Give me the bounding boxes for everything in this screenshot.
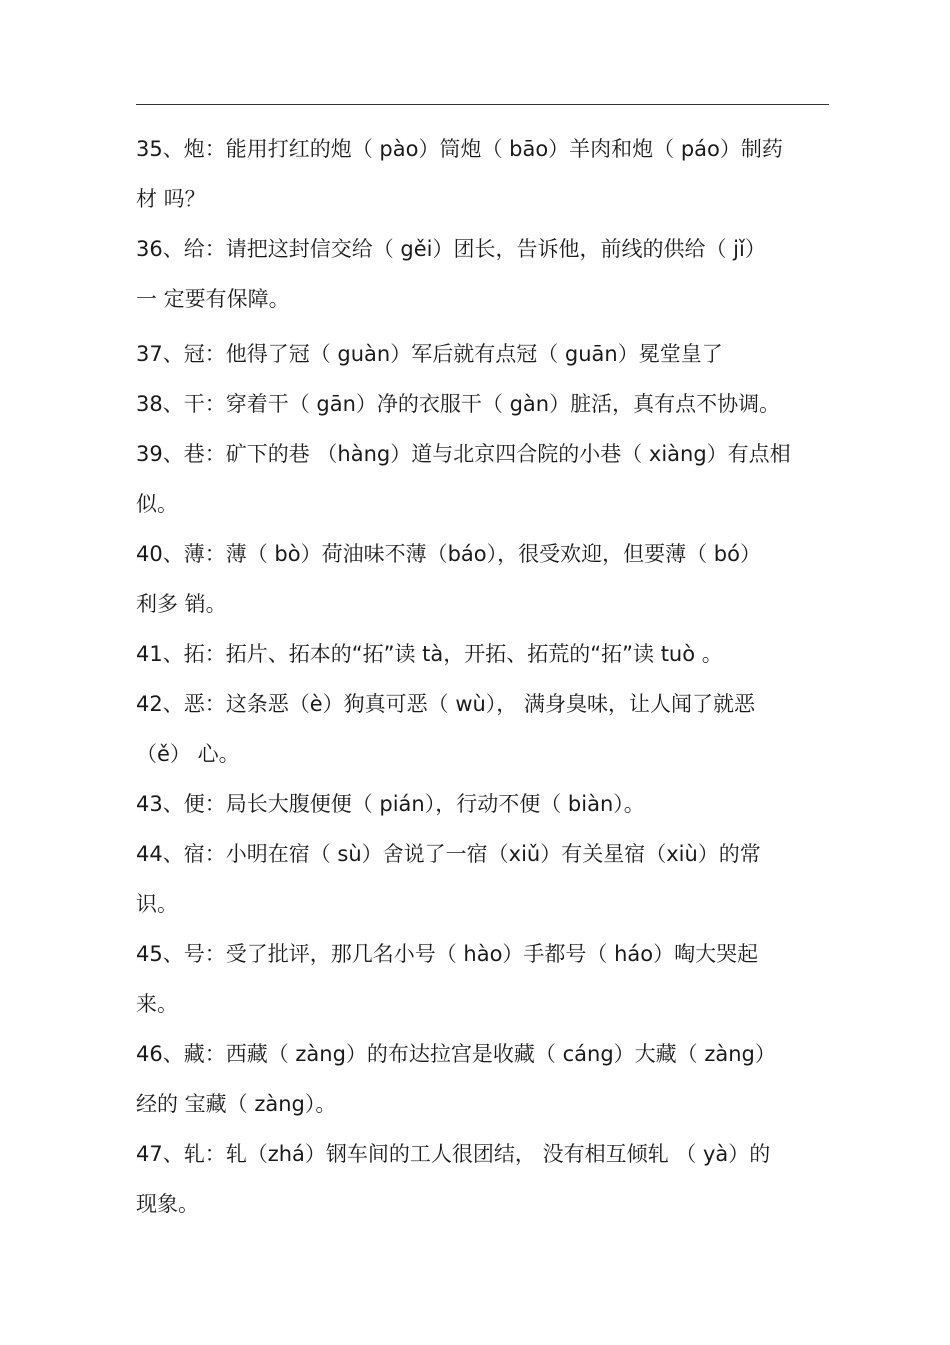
- text-line: 现象。: [136, 1192, 199, 1216]
- text-line: 经的 宝藏（ zàng）。: [136, 1092, 337, 1116]
- text-line: 利多 销。: [136, 592, 227, 616]
- text-line: 44、宿：小明在宿（ sù）舍说了一宿（xiǔ）有关星宿（xiù）的常: [136, 842, 761, 866]
- text-line: 45、号：受了批评，那几名小号（ hào）手都号（ háo）啕大哭起: [136, 942, 759, 966]
- text-line: 35、炮：能用打红的炮（ pào）筒炮（ bāo）羊肉和炮（ páo）制药: [136, 137, 783, 161]
- text-line: 37、冠：他得了冠（ guàn）军后就有点冠（ guān）冕堂皇了: [136, 342, 723, 366]
- text-line: 36、给：请把这封信交给（ gěi）团长，告诉他，前线的供给（ jǐ）: [136, 237, 766, 261]
- text-line: 46、藏：西藏（ zàng）的布达拉宫是收藏（ cáng）大藏（ zàng）: [136, 1042, 776, 1066]
- text-line: 材 吗？: [136, 187, 206, 211]
- document-body: [136, 124, 831, 1229]
- text-line: 47、轧：轧（zhá）钢车间的工人很团结， 没有相互倾轧 （ yà）的: [136, 1142, 771, 1166]
- text-line: 42、恶：这条恶（è）狗真可恶（ wù）， 满身臭味，让人闻了就恶: [136, 692, 755, 716]
- text-line: 43、便：局长大腹便便（ pián），行动不便（ biàn）。: [136, 792, 645, 816]
- text-line: 41、拓：拓片、拓本的“拓”读 tà，开拓、拓荒的“拓”读 tuò 。: [136, 642, 723, 666]
- header-rule: [136, 104, 829, 105]
- text-line: 38、干：穿着干（ gān）净的衣服干（ gàn）脏活，真有点不协调。: [136, 392, 781, 416]
- text-line: 一 定要有保障。: [136, 287, 290, 311]
- text-line: 识。: [136, 892, 178, 916]
- text-line: 来。: [136, 992, 178, 1016]
- text-line: 39、巷：矿下的巷 （hàng）道与北京四合院的小巷（ xiàng）有点相: [136, 442, 791, 466]
- text-line: 40、薄：薄（ bò）荷油味不薄（báo），很受欢迎，但要薄（ bó）: [136, 542, 761, 566]
- text-line: （ě） 心。: [136, 742, 240, 766]
- text-line: 似。: [136, 492, 178, 516]
